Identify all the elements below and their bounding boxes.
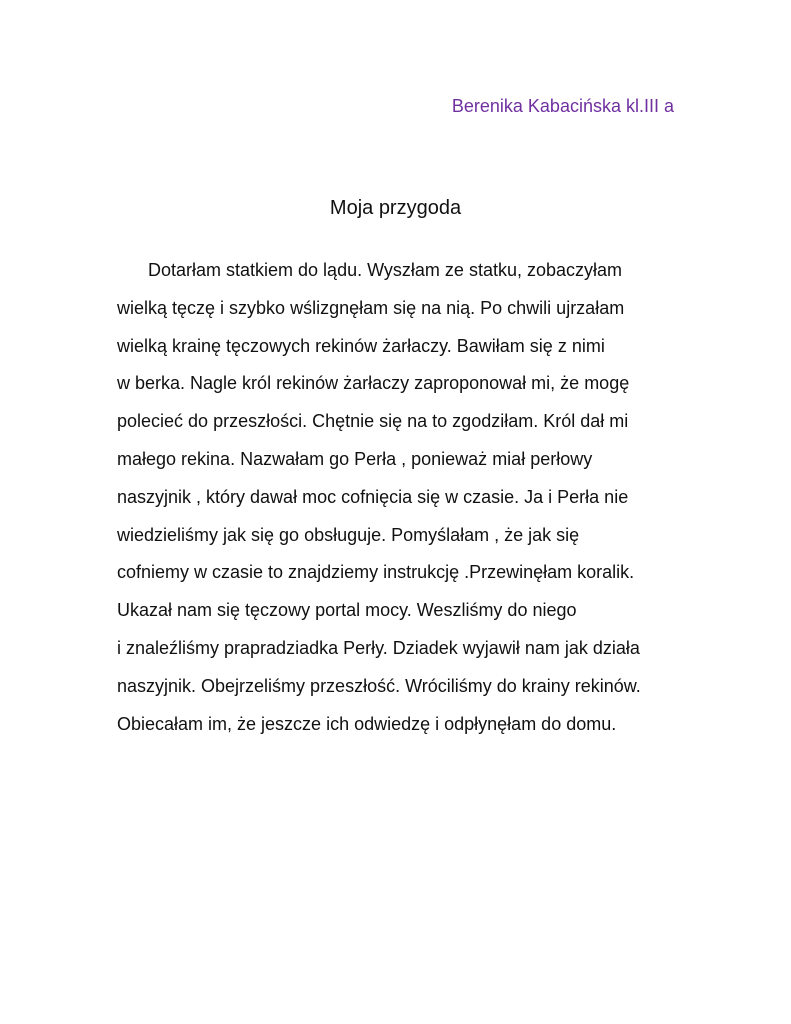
- story-line: w berka. Nagle król rekinów żarłaczy zaproponował mi, że mogę: [117, 373, 630, 394]
- story-line: naszyjnik. Obejrzeliśmy przeszłość. Wróciliśmy do krainy rekinów.: [117, 675, 641, 696]
- story-line: Obiecałam im, że jeszcze ich odwiedzę i odpłynęłam do domu.: [117, 713, 617, 734]
- story-line: cofniemy w czasie to znajdziemy instrukcję .Przewinęłam koralik.: [117, 562, 635, 583]
- story-line: polecieć do przeszłości. Chętnie się na to zgodziłam. Król dał mi: [117, 411, 629, 432]
- author-line: Berenika Kabacińska kl.III a: [451, 96, 674, 116]
- story-line: wielką krainę tęczowych rekinów żarłaczy. Bawiłam się z nimi: [117, 335, 605, 356]
- story-paragraph: [117, 257, 687, 748]
- story-line: i znaleźliśmy prapradziadka Perły. Dziadek wyjawił nam jak działa: [117, 637, 640, 658]
- story-line: małego rekina. Nazwałam go Perła , ponieważ miał perłowy: [117, 448, 593, 469]
- story-line: naszyjnik , który dawał moc cofnięcia się w czasie. Ja i Perła nie: [117, 486, 629, 507]
- story-line: Dotarłam statkiem do lądu. Wyszłam ze statku, zobaczyłam: [148, 260, 623, 280]
- story-line: Ukazał nam się tęczowy portal mocy. Weszliśmy do niego: [117, 600, 577, 621]
- document-title: Moja przygoda: [329, 197, 462, 219]
- story-line: wielką tęczę i szybko wślizgnęłam się na nią. Po chwili ujrzałam: [117, 297, 625, 318]
- story-line: wiedzieliśmy jak się go obsługuje. Pomyślałam , że jak się: [117, 524, 580, 545]
